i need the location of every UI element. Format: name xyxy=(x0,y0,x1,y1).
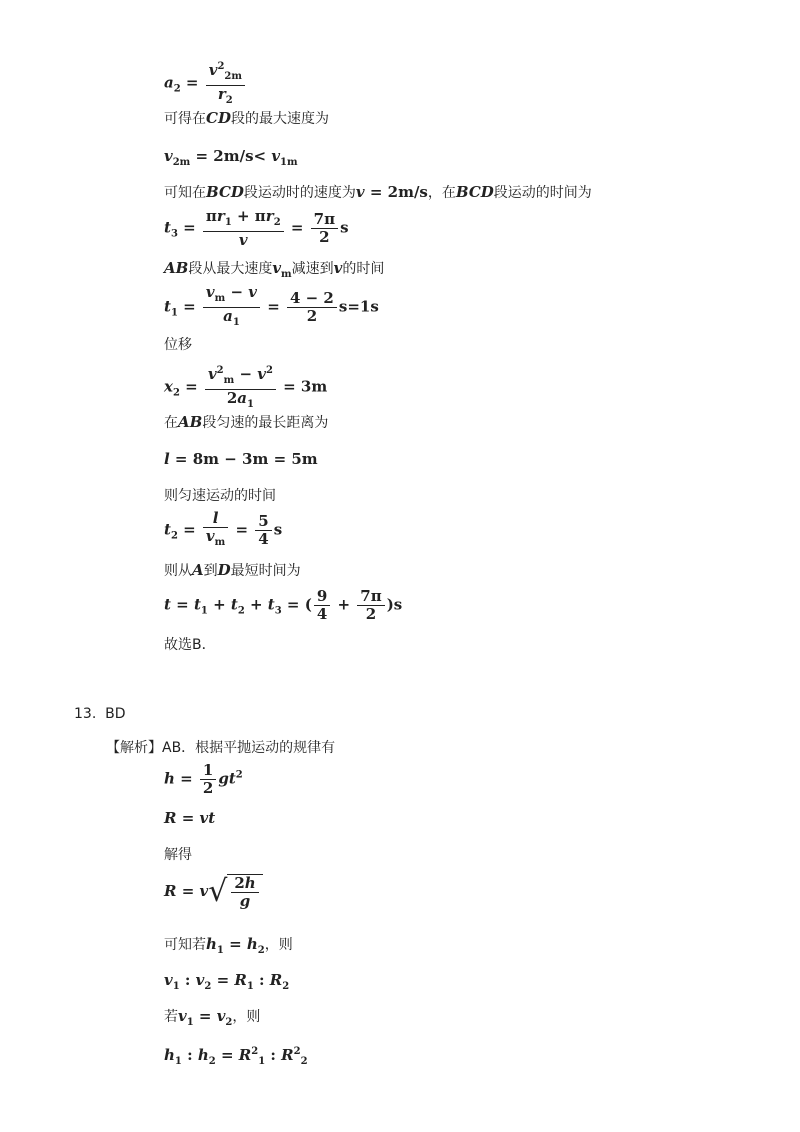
equation-v-ratio: $v_1$ : $v_2 = R_1$ : $R_2$ xyxy=(164,971,290,992)
equation-v2m: $v_{2m} = 2m/s< v_{1m}$ xyxy=(164,147,298,168)
equation-h-ratio: $h_1$ : $h_2 = R^2_1$ : $R^2_2$ xyxy=(164,1046,308,1067)
equation-t1: $t_1$ = $\frac{v_m - v}{a_1}$ = $\frac{4 - 2}{2}$ s=1s xyxy=(164,283,379,328)
text-line-if-h-equal: 可知若$h_1 = h_2$，则 xyxy=(164,935,293,956)
text-line-ab-decel: AB段从最大速度$v_m$减速到v的时间 xyxy=(164,259,385,280)
text-line-ab-uniform: 在AB段匀速的最长距离为 xyxy=(164,413,329,431)
equation-t-total: $t = t_1 + t_2 + t_3$ = ( $\frac{9}{4}$ + $\frac{7\pi}{2}$ )s xyxy=(164,587,403,623)
text-line-shortest-time: 则从A到D最短时间为 xyxy=(164,561,301,579)
equation-l: l = 8m − 3m = 5m xyxy=(164,450,318,468)
text-line-cd-max-speed: 可得在CD段的最大速度为 xyxy=(164,109,329,127)
text-line-choose-b: 故选B． xyxy=(164,637,216,653)
question-13-header xyxy=(74,704,126,724)
equation-a2: $a_2$ = $\frac{v^2_{2m}}{r_2}$ xyxy=(164,58,247,109)
equation-t2: $t_2$ = $\frac{l}{v_m}$ = $\frac{5}{4}$ s xyxy=(164,509,283,548)
equation-r-vt: R = vt xyxy=(164,809,216,827)
text-line-if-v-equal: 若$v_1 = v_2$，则 xyxy=(164,1007,261,1028)
analysis-line: 【解析】AB．根据平抛运动的规律有 xyxy=(106,740,336,756)
equation-r-sqrt: R = v√ $\frac{2h}{g}$ xyxy=(164,874,263,910)
equation-x2: $x_2$ = $\frac{v^2_m - v^2}{2a_1}$ = 3m xyxy=(164,362,327,413)
question-answer: BD xyxy=(105,706,126,722)
equation-h: h = $\frac{1}{2}$ $gt^2$ xyxy=(164,761,243,797)
analysis-tag: 【解析】 xyxy=(106,740,162,756)
text-line-solve: 解得 xyxy=(164,847,192,863)
text-line-displacement: 位移 xyxy=(164,337,192,353)
text-line-uniform-time: 则匀速运动的时间 xyxy=(164,488,276,504)
text-line-bcd-speed: 可知在BCD段运动时的速度为v = 2m/s，在BCD段运动的时间为 xyxy=(164,183,592,201)
equation-t3: $t_3$ = $\frac{\pi r_1 + \pi r_2}{v}$ = $\frac{7\pi}{2}$ s xyxy=(164,207,349,249)
question-number: 13. xyxy=(74,706,97,722)
